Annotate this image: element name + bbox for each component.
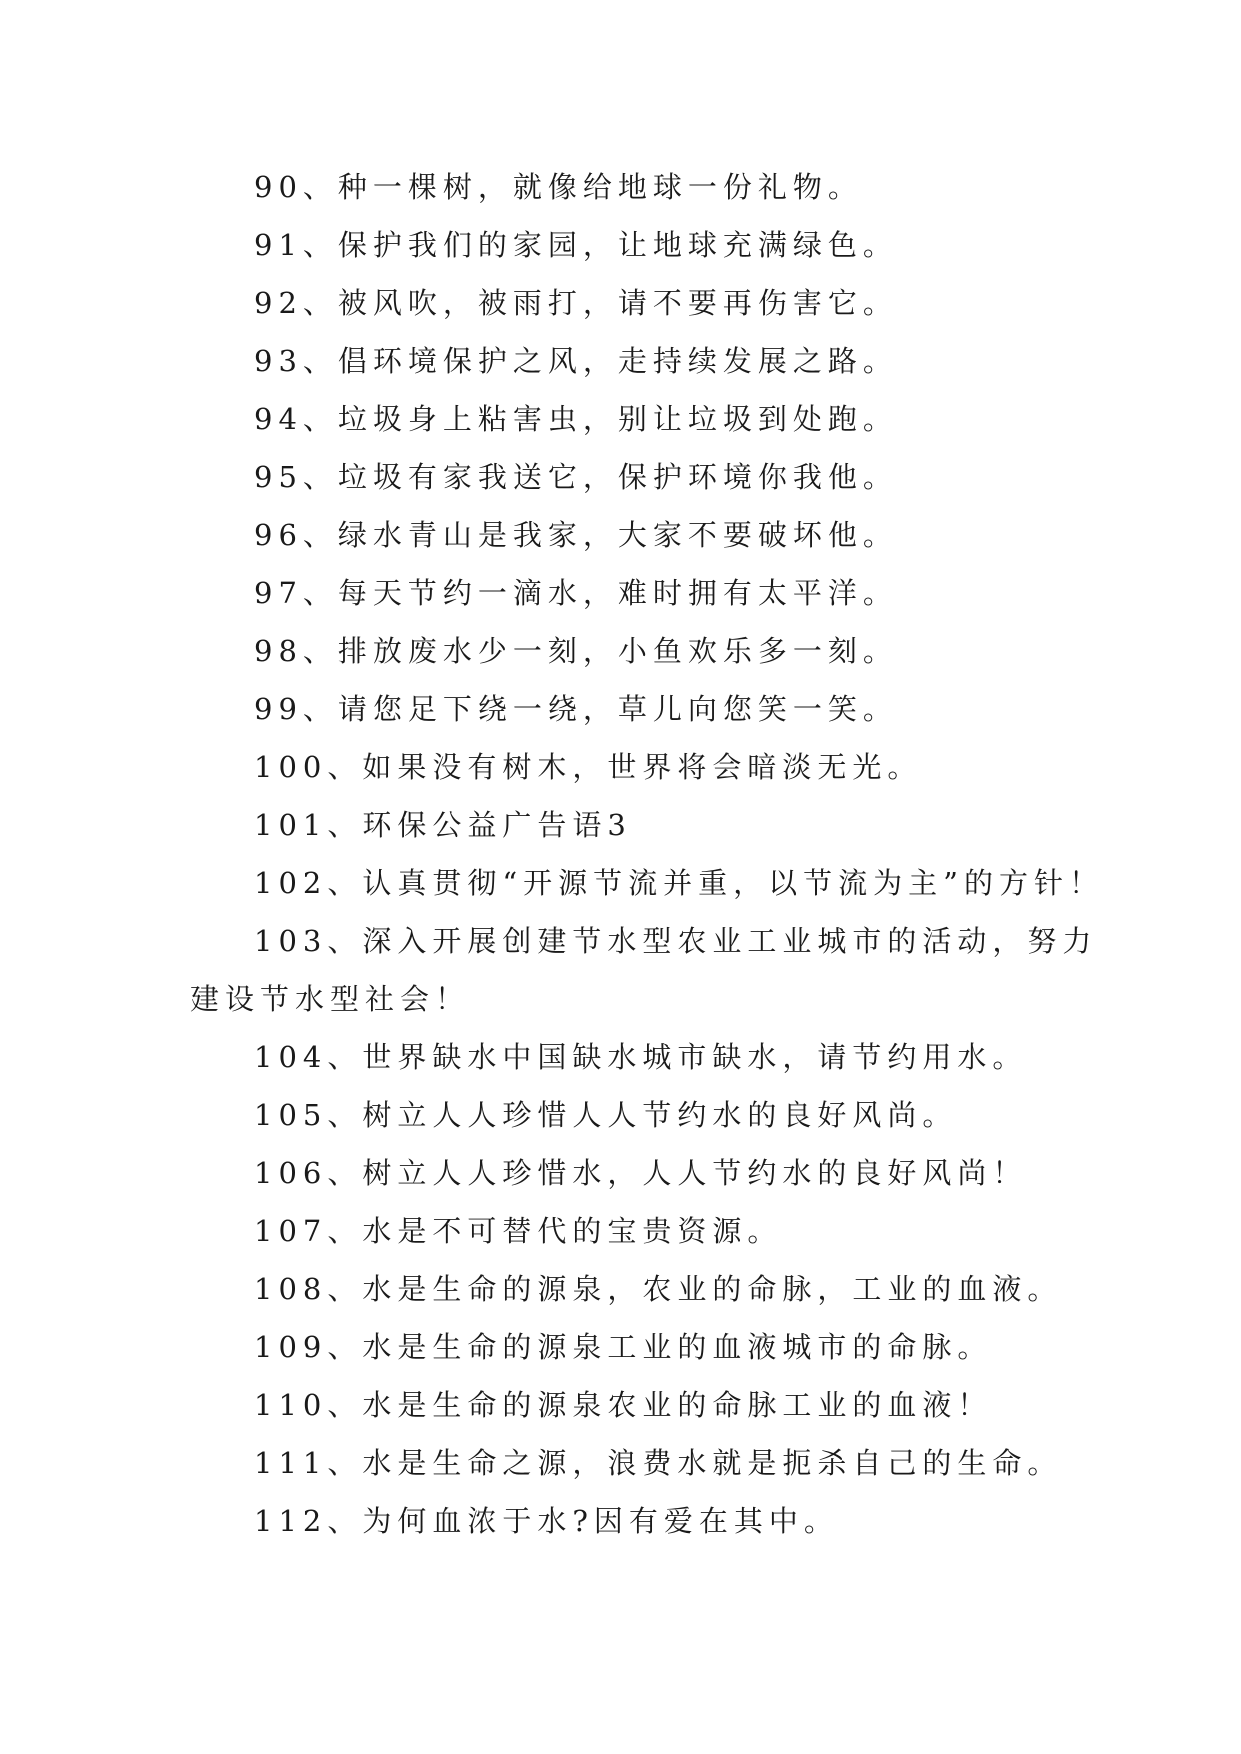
list-item: 99、请您足下绕一绕，草儿向您笑一笑。 <box>254 692 898 726</box>
list-item: 107、水是不可替代的宝贵资源。 <box>254 1214 783 1248</box>
list-item: 109、水是生命的源泉工业的血液城市的命脉。 <box>254 1330 993 1364</box>
list-item-continuation: 建设节水型社会！ <box>190 982 471 1016</box>
list-item: 106、树立人人珍惜水，人人节约水的良好风尚！ <box>254 1156 1028 1190</box>
list-item: 103、深入开展创建节水型农业工业城市的活动，努力 <box>254 924 1098 958</box>
list-item: 95、垃圾有家我送它，保护环境你我他。 <box>254 460 898 494</box>
list-item: 98、排放废水少一刻，小鱼欢乐多一刻。 <box>254 634 898 668</box>
list-item: 101、环保公益广告语3 <box>254 808 632 842</box>
list-item: 102、认真贯彻“开源节流并重，以节流为主”的方针！ <box>254 866 1105 900</box>
list-item: 93、倡环境保护之风，走持续发展之路。 <box>254 344 898 378</box>
list-item: 110、水是生命的源泉农业的命脉工业的血液！ <box>254 1388 993 1422</box>
list-item: 92、被风吹，被雨打，请不要再伤害它。 <box>254 286 898 320</box>
list-item: 112、为何血浓于水?因有爱在其中。 <box>254 1504 839 1538</box>
document-body <box>190 158 1105 1550</box>
list-item: 96、绿水青山是我家，大家不要破坏他。 <box>254 518 898 552</box>
list-item: 105、树立人人珍惜人人节约水的良好风尚。 <box>254 1098 958 1132</box>
list-item: 111、水是生命之源，浪费水就是扼杀自己的生命。 <box>254 1446 1063 1480</box>
list-item: 90、种一棵树，就像给地球一份礼物。 <box>254 170 863 204</box>
list-item: 108、水是生命的源泉，农业的命脉，工业的血液。 <box>254 1272 1063 1306</box>
list-item: 100、如果没有树木，世界将会暗淡无光。 <box>254 750 923 784</box>
list-item: 91、保护我们的家园，让地球充满绿色。 <box>254 228 898 262</box>
list-item: 104、世界缺水中国缺水城市缺水，请节约用水。 <box>254 1040 1028 1074</box>
list-item: 97、每天节约一滴水，难时拥有太平洋。 <box>254 576 898 610</box>
list-item: 94、垃圾身上粘害虫，别让垃圾到处跑。 <box>254 402 898 436</box>
